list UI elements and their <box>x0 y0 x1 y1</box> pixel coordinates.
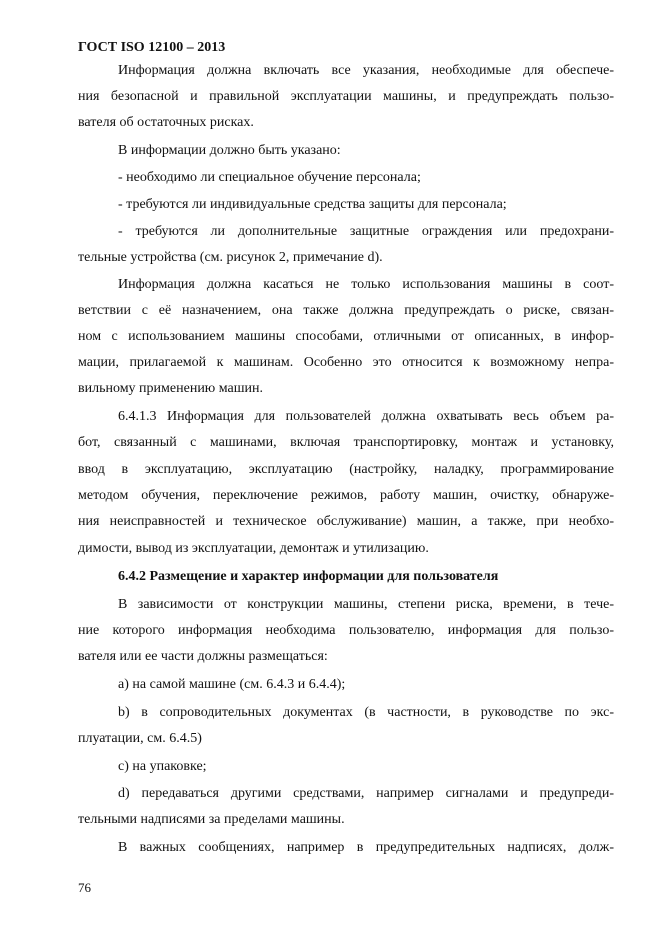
list-item: - требуются ли дополнительные защитные ограждения или предохрани- <box>118 224 614 239</box>
body-line: вателя об остаточных рисках. <box>78 115 254 130</box>
body-line: ветствии с её назначением, она также должна предупреждать о риске, связан- <box>78 303 614 318</box>
body-line: плуатации, см. 6.4.5) <box>78 731 202 746</box>
body-line: В информации должно быть указано: <box>118 143 341 158</box>
body-line: ввод в эксплуатацию, эксплуатацию (настройку, наладку, программирование <box>78 462 614 477</box>
list-item: - необходимо ли специальное обучение персонала; <box>118 170 421 185</box>
document-header: ГОСТ ISO 12100 – 2013 <box>78 40 226 55</box>
list-item: b) в сопроводительных документах (в частности, в руководстве по экс- <box>118 705 614 720</box>
body-line: ние которого информация необходима пользователю, информация для пользо- <box>78 623 614 638</box>
body-line: вателя или ее части должны размещаться: <box>78 649 328 664</box>
body-line: ния неисправностей и техническое обслуживание) машин, а также, при необхо- <box>78 514 614 529</box>
body-line: методом обучения, переключение режимов, работу машин, очистку, обнаруже- <box>78 488 614 503</box>
body-line: тельные устройства (см. рисунок 2, примечание d). <box>78 250 383 265</box>
clause-line: 6.4.1.3 Информация для пользователей должна охватывать весь объем ра- <box>118 409 614 424</box>
list-item: - требуются ли индивидуальные средства защиты для персонала; <box>118 197 507 212</box>
body-line: ном с использованием машины способами, отличными от описанных, в инфор- <box>78 329 614 344</box>
body-line: ния безопасной и правильной эксплуатации машины, и предупреждать пользо- <box>78 89 614 104</box>
body-line: В важных сообщениях, например в предупредительных надписях, долж- <box>118 840 614 855</box>
section-heading: 6.4.2 Размещение и характер информации для пользователя <box>118 569 499 584</box>
page-number: 76 <box>78 880 91 895</box>
body-line: В зависимости от конструкции машины, степени риска, времени, в тече- <box>118 597 614 612</box>
body-line: вильному применению машин. <box>78 381 264 396</box>
list-item: d) передаваться другими средствами, например сигналами и предупреди- <box>118 786 614 801</box>
body-line: бот, связанный с машинами, включая транспортировку, монтаж и установку, <box>78 435 614 450</box>
body-line: Информация должна включать все указания, необходимые для обеспече- <box>118 63 614 78</box>
body-line: димости, вывод из эксплуатации, демонтаж и утилизацию. <box>78 541 429 556</box>
body-line: Информация должна касаться не только использования машины в соот- <box>118 277 614 292</box>
list-item: а) на самой машине (см. 6.4.3 и 6.4.4); <box>118 677 346 692</box>
body-line: тельными надписями за пределами машины. <box>78 812 345 827</box>
list-item: c) на упаковке; <box>118 759 207 774</box>
body-line: мации, прилагаемой к машинам. Особенно это относится к возможному непра- <box>78 355 614 370</box>
